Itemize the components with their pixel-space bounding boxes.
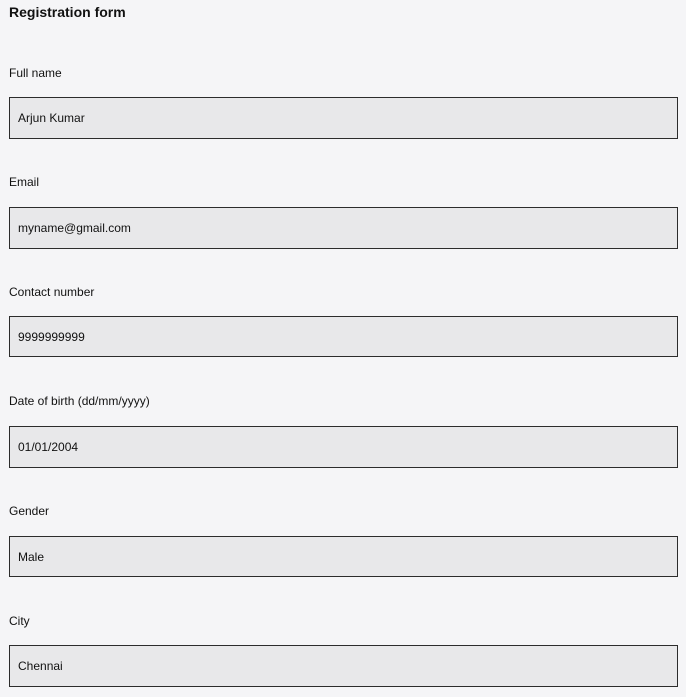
city-label: City <box>9 614 30 628</box>
contact-number-label: Contact number <box>9 285 95 299</box>
city-group <box>9 613 678 629</box>
gender-field[interactable] <box>9 536 678 577</box>
city-field[interactable] <box>9 645 678 687</box>
email-group <box>9 174 678 190</box>
full-name-label: Full name <box>9 66 62 80</box>
date-of-birth-label: Date of birth (dd/mm/yyyy) <box>9 394 150 408</box>
gender-group <box>9 503 678 519</box>
date-of-birth-field[interactable] <box>9 426 678 468</box>
gender-label: Gender <box>9 504 50 518</box>
contact-number-group <box>9 284 678 300</box>
email-label: Email <box>9 175 40 189</box>
full-name-group <box>9 65 678 81</box>
date-of-birth-group <box>9 393 678 409</box>
email-field[interactable] <box>9 207 678 249</box>
contact-number-field[interactable] <box>9 316 678 357</box>
form-title: Registration form <box>9 4 126 20</box>
full-name-field[interactable] <box>9 97 678 139</box>
